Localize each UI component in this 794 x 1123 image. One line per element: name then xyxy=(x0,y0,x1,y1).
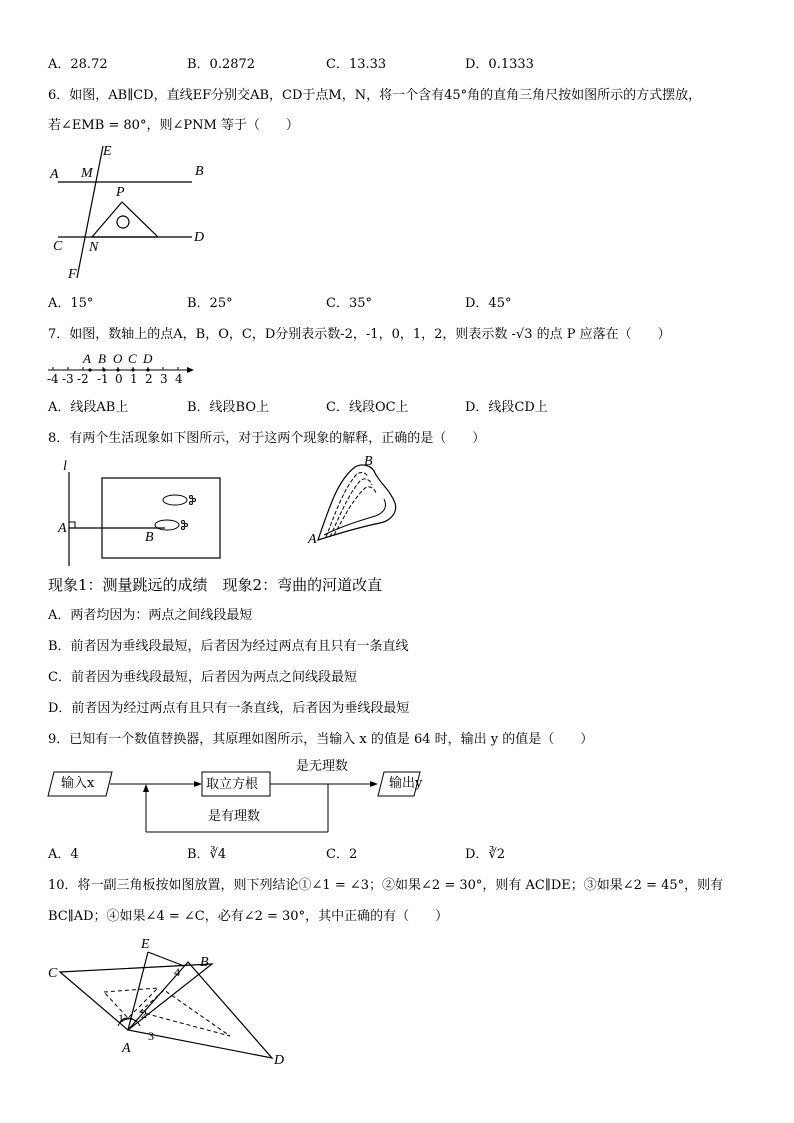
q8-fig1-label-B: B xyxy=(145,530,154,545)
q10-label-A: A xyxy=(122,1041,131,1056)
q10-label-B: B xyxy=(200,955,209,970)
q6-label-C: C xyxy=(53,239,63,254)
q9-output-box: 输出y xyxy=(389,776,423,791)
q6-stem-line1: 6．如图，AB∥CD，直线EF分别交AB，CD于点M，N，将一个含有45°角的直角三角尺按如图所示的方式摆放， xyxy=(48,88,702,103)
q8-caption: 现象1：测量跳远的成绩 现象2：弯曲的河道改直 xyxy=(48,576,383,594)
q7-tick-2: 2 xyxy=(145,372,153,386)
q7-point-C: C xyxy=(128,351,137,366)
q7-option-a[interactable]: A．线段AB上 xyxy=(48,400,129,415)
q8-option-b[interactable]: B．前者因为垂线段最短，后者因为经过两点有且只有一条直线 xyxy=(48,639,409,654)
q7-number-line xyxy=(44,350,204,386)
q6-option-d[interactable]: D．45° xyxy=(465,296,512,311)
q8-option-c[interactable]: C．前者因为垂线段最短，后者因为两点之间线段最短 xyxy=(48,670,357,685)
q10-figure xyxy=(40,934,300,1074)
q5-option-a[interactable]: A．28.72 xyxy=(48,57,108,72)
q6-label-E: E xyxy=(103,144,112,159)
q6-label-M: M xyxy=(81,166,93,181)
q8-fig1-label-A: A xyxy=(58,521,67,536)
q8-option-d[interactable]: D．前者因为经过两点有且只有一条直线，后者因为垂线段最短 xyxy=(48,701,410,716)
q9-option-b[interactable]: B．∛4 xyxy=(187,847,227,862)
q8-fig2-label-A: A xyxy=(308,532,317,547)
q7-stem: 7．如图，数轴上的点A，B，O，C，D分别表示数-2，-1，0，1，2，则表示数 -√3 的点 P 应落在（ ） xyxy=(48,327,671,342)
q6-stem-line2: 若∠EMB = 80°，则∠PNM 等于（ ） xyxy=(48,118,299,133)
q8-stem: 8．有两个生活现象如下图所示，对于这两个现象的解释，正确的是（ ） xyxy=(48,431,486,446)
q9-process-box: 取立方根 xyxy=(206,777,259,792)
q7-point-A: A xyxy=(83,351,91,366)
q10-label-E: E xyxy=(141,937,150,952)
q9-rational-branch: 是有理数 xyxy=(208,809,261,824)
q10-label-4: 4 xyxy=(174,965,180,979)
q9-option-d[interactable]: D．∛2 xyxy=(465,847,505,862)
q7-option-d[interactable]: D．线段CD上 xyxy=(465,400,548,415)
q7-point-B: B xyxy=(98,351,106,366)
q8-figure-long-jump xyxy=(55,458,235,570)
q6-option-a[interactable]: A．15° xyxy=(48,296,94,311)
q9-option-c[interactable]: C．2 xyxy=(326,847,358,862)
q7-option-b[interactable]: B．线段BO上 xyxy=(187,400,270,415)
q6-label-F: F xyxy=(68,267,77,282)
q8-fig2-label-B: B xyxy=(364,454,373,469)
q10-label-2: 2 xyxy=(141,1007,147,1021)
q7-option-c[interactable]: C．线段OC上 xyxy=(326,400,409,415)
q9-flowchart-svg xyxy=(44,756,424,838)
q7-point-D: D xyxy=(143,351,153,366)
q6-option-b[interactable]: B．25° xyxy=(187,296,233,311)
q7-tick-4: 4 xyxy=(175,372,183,386)
q5-option-b[interactable]: B．0.2872 xyxy=(187,57,256,72)
q9-option-a[interactable]: A．4 xyxy=(48,847,79,862)
q8-long-jump-svg xyxy=(55,458,235,570)
q9-flowchart xyxy=(44,756,424,838)
q6-label-B: B xyxy=(195,164,204,179)
q7-tick-3: 3 xyxy=(160,372,168,386)
q9-stem: 9．已知有一个数值替换器，其原理如图所示，当输入 x 的值是 64 时，输出 y 的值是（ ） xyxy=(48,732,594,747)
q6-label-P: P xyxy=(116,185,125,200)
q10-figure-svg xyxy=(40,934,300,1074)
q10-label-D: D xyxy=(274,1053,285,1068)
q6-label-D: D xyxy=(194,230,205,245)
q7-tick-0: 0 xyxy=(115,372,123,386)
q10-stem-line1: 10．将一副三角板按如图放置，则下列结论①∠1 = ∠3；②如果∠2 = 30°，则有 AC∥DE；③如果∠2 = 45°，则有 xyxy=(48,878,724,893)
q10-label-3: 3 xyxy=(148,1029,154,1043)
q9-irrational-branch: 是无理数 xyxy=(296,759,349,774)
q10-stem-line2: BC∥AD；④如果∠4 = ∠C，必有∠2 = 30°，其中正确的有（ ） xyxy=(48,909,449,924)
q10-label-1: 1 xyxy=(118,1011,124,1025)
q8-figure-river xyxy=(300,455,410,555)
q8-option-a[interactable]: A．两者均因为：两点之间线段最短 xyxy=(48,608,253,623)
q7-point-O: O xyxy=(113,351,123,366)
q5-option-d[interactable]: D．0.1333 xyxy=(465,57,534,72)
q7-tick-m1: -1 xyxy=(97,372,109,386)
q7-tick-m2: -2 xyxy=(77,372,89,386)
q6-option-c[interactable]: C．35° xyxy=(326,296,372,311)
q10-label-C: C xyxy=(48,966,58,981)
q8-fig1-label-l: l xyxy=(63,459,67,474)
q5-option-c[interactable]: C．13.33 xyxy=(326,57,387,72)
q6-label-N: N xyxy=(89,240,99,255)
q7-tick-1: 1 xyxy=(130,372,138,386)
q6-label-A: A xyxy=(50,167,59,182)
q6-figure xyxy=(40,140,230,290)
q7-tick-m3: -3 xyxy=(62,372,74,386)
q7-tick-m4: -4 xyxy=(47,372,59,386)
q9-input-box: 输入x xyxy=(61,776,95,791)
